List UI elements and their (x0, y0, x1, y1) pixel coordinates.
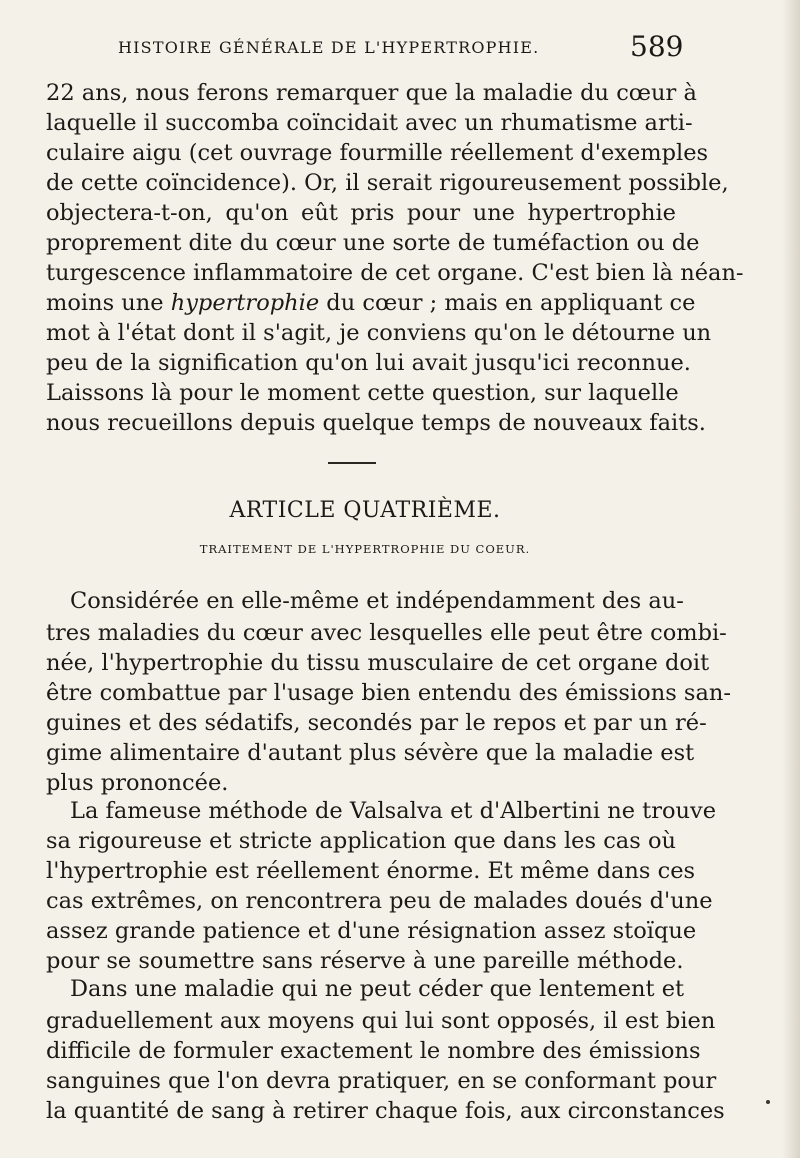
italic-term: hypertrophie (170, 290, 320, 316)
text-span: moins une (46, 290, 171, 316)
text-line: plus prononcée. (46, 770, 229, 796)
text-line: pour se soumettre sans réserve à une pareille méthode. (46, 948, 684, 974)
ink-speck (766, 1100, 770, 1104)
text-line: assez grande patience et d'une résignation assez stoïque (46, 918, 697, 944)
text-line: être combattue par l'usage bien entendu des émissions san- (46, 680, 731, 706)
text-line: cas extrêmes, on rencontrera peu de malades doués d'une (46, 888, 713, 914)
text-line: sanguines que l'on devra pratiquer, en se conformant pour (46, 1068, 717, 1094)
text-line: mot à l'état dont il s'agit, je conviens qu'on le détourne un (46, 320, 712, 346)
section-divider (328, 462, 376, 464)
text-line: tres maladies du cœur avec lesquelles elle peut être combi- (46, 620, 727, 646)
article-title: ARTICLE QUATRIÈME. (229, 498, 501, 523)
text-line: guines et des sédatifs, secondés par le repos et par un ré- (46, 710, 707, 736)
text-line: culaire aigu (cet ouvrage fourmille réellement d'exemples (46, 140, 709, 166)
text-line: graduellement aux moyens qui lui sont opposés, il est bien (46, 1008, 716, 1034)
text-line: laquelle il succomba coïncidait avec un rhumatisme arti- (46, 110, 693, 136)
text-line: gime alimentaire d'autant plus sévère que la maladie est (46, 740, 695, 766)
page-number: 589 (630, 30, 684, 63)
text-line: sa rigoureuse et stricte application que dans les cas où (46, 828, 676, 854)
text-line: Considérée en elle-même et indépendamment des au- (70, 588, 684, 614)
text-line: Laissons là pour le moment cette question, sur laquelle (46, 380, 679, 406)
running-head: HISTOIRE GÉNÉRALE DE L'HYPERTROPHIE. (118, 38, 540, 57)
text-line: nous recueillons depuis quelque temps de nouveaux faits. (46, 410, 706, 436)
text-line: la quantité de sang à retirer chaque fois, aux circonstances (46, 1098, 725, 1124)
text-line: turgescence inflammatoire de cet organe. C'est bien là néan- (46, 260, 744, 286)
text-line (46, 288, 696, 318)
text-line: née, l'hypertrophie du tissu musculaire de cet organe doit (46, 650, 710, 676)
text-line: l'hypertrophie est réellement énorme. Et même dans ces (46, 858, 696, 884)
text-line: proprement dite du cœur une sorte de tuméfaction ou de (46, 230, 700, 256)
text-span: du cœur ; mais en appliquant ce (319, 290, 696, 316)
article-subtitle: TRAITEMENT DE L'HYPERTROPHIE DU COEUR. (199, 542, 531, 556)
text-line: de cette coïncidence). Or, il serait rigoureusement possible, (46, 170, 729, 196)
text-line: 22 ans, nous ferons remarquer que la maladie du cœur à (46, 80, 697, 106)
text-line: objectera-t-on, qu'on eût pris pour une hypertrophie (46, 200, 676, 226)
text-line: La fameuse méthode de Valsalva et d'Albertini ne trouve (70, 798, 717, 824)
text-line: peu de la signification qu'on lui avait jusqu'ici reconnue. (46, 350, 691, 376)
page-edge-shadow (782, 0, 800, 1158)
text-line: difficile de formuler exactement le nombre des émissions (46, 1038, 701, 1064)
text-line: Dans une maladie qui ne peut céder que lentement et (70, 976, 685, 1002)
